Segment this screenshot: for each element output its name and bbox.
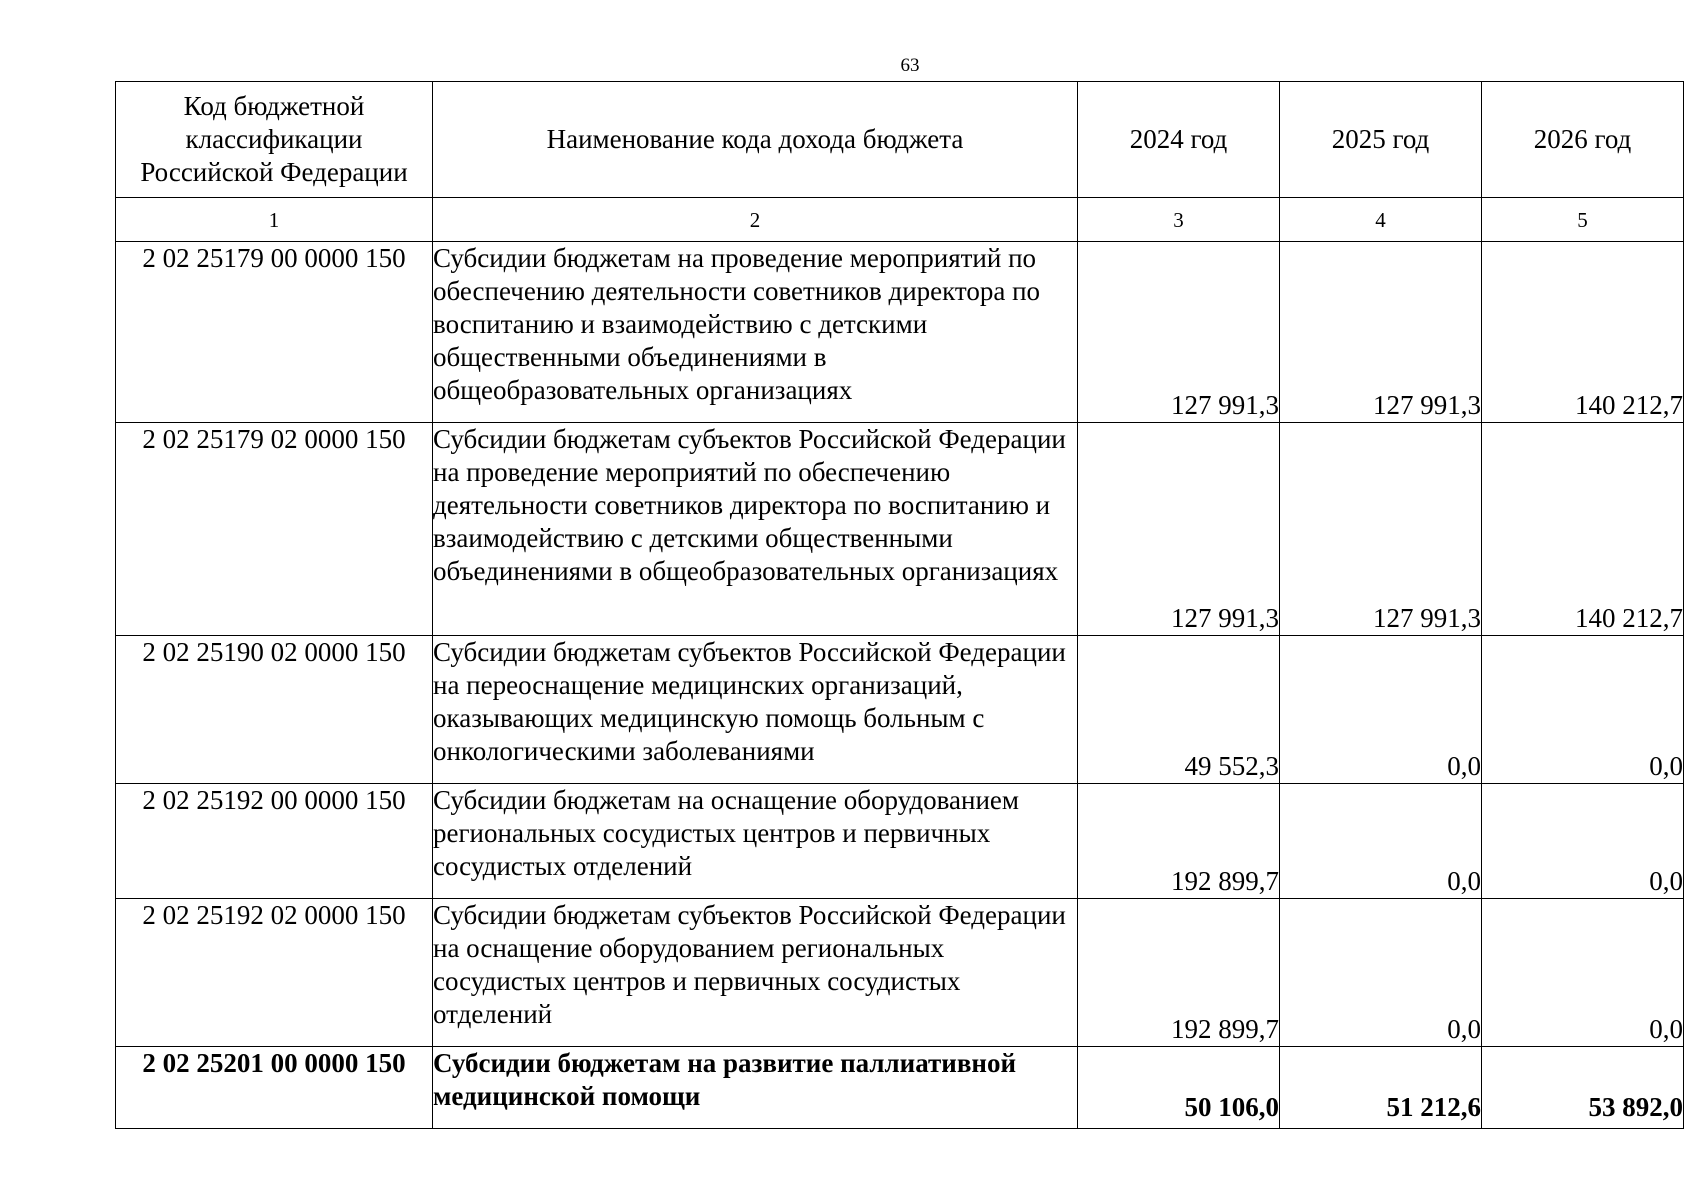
column-number: 4 [1280, 198, 1482, 242]
value-2025-cell: 0,0 [1280, 899, 1482, 1047]
header-row [116, 82, 1684, 198]
header-code: Код бюджетной классификации Российской Федерации [116, 82, 433, 198]
value-2025-cell: 127 991,3 [1280, 242, 1482, 423]
budget-code-cell: 2 02 25201 00 0000 150 [116, 1047, 433, 1129]
budget-code-cell: 2 02 25179 00 0000 150 [116, 242, 433, 423]
value-2024-cell: 127 991,3 [1078, 423, 1280, 636]
income-name-cell: Субсидии бюджетам на проведение мероприятий по обеспечению деятельности советников директора по воспитанию и взаимодействию с детскими общественными объединениями в общеобразовательных организациях [433, 242, 1078, 423]
value-2026-cell: 0,0 [1482, 784, 1684, 899]
value-2024-cell: 49 552,3 [1078, 636, 1280, 784]
page-number: 63 [900, 55, 920, 76]
income-name-cell: Субсидии бюджетам субъектов Российской Федерации на проведение мероприятий по обеспечению деятельности советников директора по воспитанию и взаимодействию с детскими общественными объединениями в общеобразовательных организациях [433, 423, 1078, 636]
value-2025-cell: 127 991,3 [1280, 423, 1482, 636]
header-name: Наименование кода дохода бюджета [433, 82, 1078, 198]
budget-code-cell: 2 02 25190 02 0000 150 [116, 636, 433, 784]
income-name-cell: Субсидии бюджетам субъектов Российской Федерации на переоснащение медицинских организаций, оказывающих медицинскую помощь больным с онкологическими заболеваниями [433, 636, 1078, 784]
value-2025-cell: 51 212,6 [1280, 1047, 1482, 1129]
income-name-cell: Субсидии бюджетам на оснащение оборудованием региональных сосудистых центров и первичных сосудистых отделений [433, 784, 1078, 899]
value-2024-cell: 127 991,3 [1078, 242, 1280, 423]
table-row [116, 242, 1684, 423]
value-2026-cell: 0,0 [1482, 899, 1684, 1047]
value-2025-cell: 0,0 [1280, 636, 1482, 784]
header-2026: 2026 год [1482, 82, 1684, 198]
value-2026-cell: 140 212,7 [1482, 242, 1684, 423]
value-2024-cell: 192 899,7 [1078, 784, 1280, 899]
column-number: 2 [433, 198, 1078, 242]
value-2026-cell: 0,0 [1482, 636, 1684, 784]
budget-code-cell: 2 02 25179 02 0000 150 [116, 423, 433, 636]
column-number: 3 [1078, 198, 1280, 242]
table-row [116, 784, 1684, 899]
header-2024: 2024 год [1078, 82, 1280, 198]
budget-code-cell: 2 02 25192 00 0000 150 [116, 784, 433, 899]
value-2024-cell: 192 899,7 [1078, 899, 1280, 1047]
table-row [116, 423, 1684, 636]
budget-code-cell: 2 02 25192 02 0000 150 [116, 899, 433, 1047]
column-number: 5 [1482, 198, 1684, 242]
table-row [116, 899, 1684, 1047]
income-name-cell: Субсидии бюджетам субъектов Российской Федерации на оснащение оборудованием региональных сосудистых центров и первичных сосудистых отделений [433, 899, 1078, 1047]
value-2026-cell: 53 892,0 [1482, 1047, 1684, 1129]
table-row-bold [116, 1047, 1684, 1129]
column-number: 1 [116, 198, 433, 242]
header-2025: 2025 год [1280, 82, 1482, 198]
value-2024-cell: 50 106,0 [1078, 1047, 1280, 1129]
value-2026-cell: 140 212,7 [1482, 423, 1684, 636]
budget-income-table [115, 81, 1684, 1129]
value-2025-cell: 0,0 [1280, 784, 1482, 899]
table-row [116, 636, 1684, 784]
income-name-cell: Субсидии бюджетам на развитие паллиативной медицинской помощи [433, 1047, 1078, 1129]
column-number-row [116, 198, 1684, 242]
